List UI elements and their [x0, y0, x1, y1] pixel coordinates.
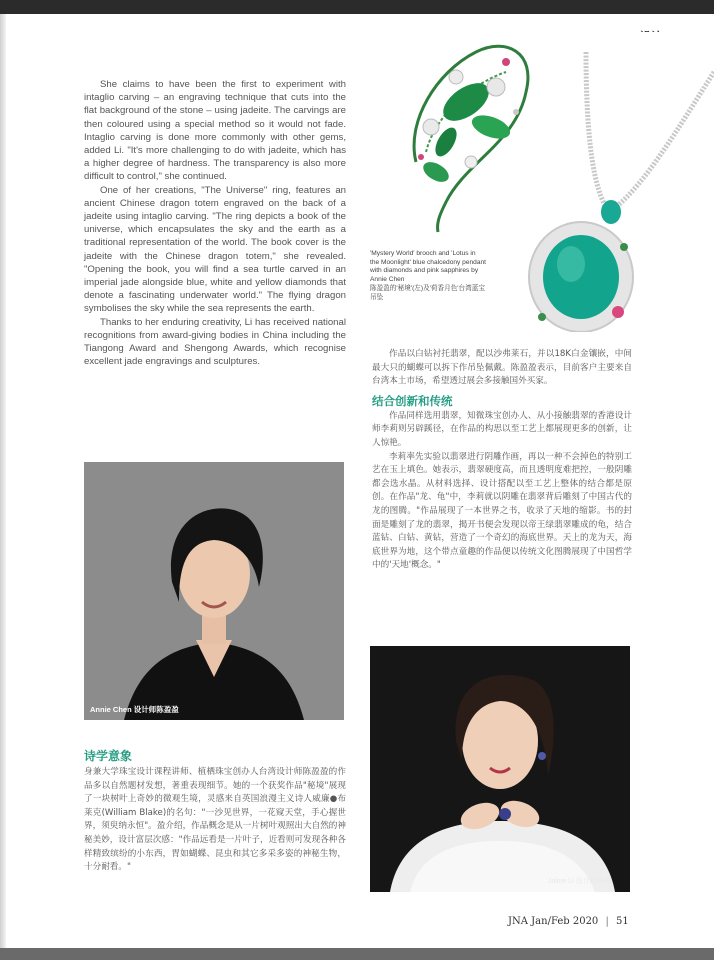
english-paragraph: She claims to have been the first to experiment with intaglio carving – an engraving technique that cuts into the flat background of the stone – using jadeite. The carvings are then coloured using a special method so it would not fade. Intaglio carving is done more commonly with other gems, added Li. "It's more challenging to do with jadeite, which has a higher degree of hardness. The transparency is also more difficult to control," she continued.	[84, 79, 346, 183]
chinese-paragraph: 李莉率先实验以翡翠进行阴雕作画，再以一种不会掉色的特别工艺在玉上填色。她表示，翡翠硬度高，而且透明度难把控，一般阴雕都会选水晶。从材料选择、设计搭配以至工艺上整体的结合都是原创。在作品"龙、龟"中，李莉就以阴雕在翡翠背后雕刻了中国古代的龙的图腾。"作品展现了一本世界之书，收录了天地的缩影。书的封面是雕刻了龙的翡翠，揭开书便会发现以帝王绿翡翠雕成的龟，结合蓝钻、白钻、黄钻，营造了一个奇幻的海底世界。天上的龙为天，海底世界为地，这个带点童趣的作品便以传统文化图腾展现了中国哲学中的'天地'概念。"	[372, 451, 632, 571]
caption-joline-li: Joline Li 设计师李莉	[548, 878, 611, 885]
section-heading-poetic: 诗学意象	[84, 749, 133, 763]
chinese-poetic-section	[84, 748, 346, 875]
issue-date: Jan/Feb 2020	[531, 916, 599, 927]
publication-name: JNA	[508, 916, 528, 927]
portrait-annie-chen	[84, 462, 344, 720]
chinese-article-column	[372, 348, 632, 573]
viewer-frame-top	[0, 0, 714, 14]
portrait-joline-illustration	[370, 646, 630, 892]
page-edge-shadow	[0, 14, 6, 948]
english-article-column	[84, 78, 346, 368]
jewellery-caption-zh: 陈盈盈的'秘境'(左)及'荷香月色'台湾蓝宝吊坠	[370, 285, 485, 301]
page-footer	[508, 916, 629, 927]
portrait-joline-li	[370, 646, 630, 892]
jewellery-caption	[370, 250, 486, 303]
viewer-frame-bottom	[0, 948, 714, 960]
portrait-annie-illustration	[84, 462, 344, 720]
brooch-image	[414, 46, 528, 232]
jewellery-caption-en: 'Mystery World' brooch and 'Lotus in the Moonlight' blue chalcedony pendant with diamonds and pink sapphires by Annie Chen	[370, 250, 487, 283]
page-number: 51	[616, 916, 629, 927]
chinese-paragraph: 身兼大学珠宝设计课程讲师、植栖珠宝创办人台湾设计师陈盈盈的作品多以自然题材发想，著重表现细节。她的一个获奖作品"秘境"展现了一块树叶上奇妙的微观生境，灵感来自英国浪漫主义诗人威廉●布莱克(William Blake)的名句："一沙见世界，一花窥天堂，手心握世界，须臾纳永恒"。盈介绍，作品概念是从一片树叶观照出大自然的神秘美妙，设计富层次感："作品远看是一片叶子，近看则可发现各种各样精致缤纷的小东西，胃如蝴蝶、昆虫和其它多采多姿的神秘生物，十分耐看。"	[84, 767, 346, 873]
caption-annie-chen: Annie Chen 设计师陈盈盈	[90, 705, 179, 714]
section-heading-innovation: 结合创新和传统	[372, 393, 453, 408]
pendant-image	[529, 200, 633, 332]
chinese-paragraph: 作品以白钻衬托翡翠，配以沙弗莱石，并以18K白金镶嵌，中间最大只的蝴蝶可以拆下作吊坠佩戴。陈盈盈表示，目前客户主要来自台湾本土市场，希望透过展会多接触国外买家。	[372, 349, 632, 387]
english-paragraph: One of her creations, "The Universe" ring, features an ancient Chinese dragon totem engraved on the back of a jadeite using intaglio carving. "The ring depicts a book of the universe, which encapsulates the sky and the earth as a traditional representation of the world. The book cover is the jadeite with the Chinese dragon totem," she revealed. "Opening the book, you will find a sea turtle carved in an imperial jade alongside blue, white and yellow diamonds that denote a fascinating underwater world." The flying dragon symbolises the sky while the sea represents the earth.	[84, 184, 346, 315]
english-paragraph: Thanks to her enduring creativity, Li has received national recognitions from award-giving bodies in China including the Tiangong Award and Shengong Awards, which recognise excellent jade engravings and sculptures.	[84, 316, 346, 368]
footer-separator: |	[605, 916, 609, 927]
chinese-paragraph: 作品同样选用翡翠，知微珠宝创办人、从小接触翡翠的香港设计师李莉则另辟蹊径，在作品的构思以至工艺上都展现更多的创新，让人惊艳。	[372, 410, 632, 448]
